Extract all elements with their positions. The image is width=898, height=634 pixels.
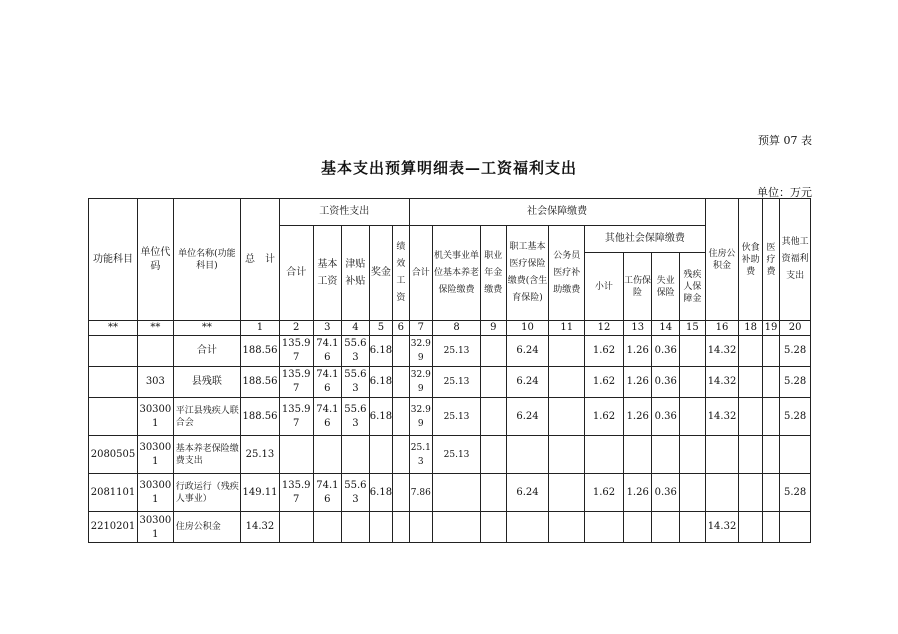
table-cell: 14.32 (705, 367, 739, 398)
table-row (89, 436, 811, 474)
table-cell: 25.13 (409, 436, 432, 474)
table-cell (481, 367, 507, 398)
table-cell: 55.63 (342, 474, 370, 512)
table-cell: 6.24 (506, 367, 549, 398)
header-other-subtotal: 小计 (585, 253, 624, 320)
budget-table (88, 198, 811, 543)
table-cell (739, 398, 762, 436)
table-row (89, 474, 811, 512)
table-cell: 0.36 (652, 367, 680, 398)
header-injury: 工伤保险 (624, 253, 653, 320)
header-wage-group: 工资性支出 (279, 199, 409, 226)
table-cell: 25.13 (433, 336, 481, 367)
header-other-social-group: 其他社会保障缴费 (585, 226, 705, 253)
table-cell (369, 436, 392, 474)
table-cell: 188.56 (241, 398, 280, 436)
table-cell: 5.28 (780, 474, 811, 512)
table-cell: 303001 (138, 512, 174, 543)
page-title: 基本支出预算明细表—工资福利支出 (320, 159, 577, 177)
table-cell (549, 474, 585, 512)
table-cell (433, 474, 481, 512)
table-cell: 1.62 (585, 336, 624, 367)
index-cell: 16 (705, 321, 739, 336)
index-cell: 7 (409, 321, 432, 336)
table-cell: 0.36 (652, 474, 680, 512)
table-cell (279, 436, 313, 474)
table-cell: 1.26 (623, 336, 652, 367)
table-cell (393, 436, 409, 474)
table-cell (739, 436, 762, 474)
table-cell: 0.36 (652, 336, 680, 367)
table-cell: 32.99 (409, 398, 432, 436)
table-cell (780, 512, 811, 543)
table-cell (680, 512, 706, 543)
table-cell (481, 336, 507, 367)
table-cell (739, 336, 762, 367)
index-cell: 18 (739, 321, 762, 336)
table-cell: 25.13 (433, 398, 481, 436)
table-cell (780, 436, 811, 474)
table-cell: 6.24 (506, 398, 549, 436)
table-cell: 行政运行（残疾人事业） (173, 474, 240, 512)
table-cell: 135.97 (279, 336, 313, 367)
table-cell (623, 512, 652, 543)
table-cell (739, 512, 762, 543)
table-cell (762, 336, 779, 367)
table-cell (762, 367, 779, 398)
table-cell: 32.99 (409, 336, 432, 367)
table-cell (585, 436, 624, 474)
table-cell: 135.97 (279, 474, 313, 512)
table-cell (623, 436, 652, 474)
table-cell: 303 (138, 367, 174, 398)
table-cell: 1.62 (585, 367, 624, 398)
header-wage-total: 合计 (279, 226, 313, 321)
table-cell: 14.32 (705, 398, 739, 436)
header-total: 总 计 (241, 199, 280, 321)
header-med-fee: 医疗费 (762, 199, 779, 321)
table-cell (762, 474, 779, 512)
table-cell (393, 398, 409, 436)
table-cell: 6.24 (506, 474, 549, 512)
table-cell: 1.26 (623, 474, 652, 512)
table-cell: 2081101 (89, 474, 138, 512)
unit-label: 单位：万元 (757, 186, 812, 199)
index-cell: ** (89, 321, 138, 336)
table-cell (585, 512, 624, 543)
table-row (89, 398, 811, 436)
table-cell: 149.11 (241, 474, 280, 512)
table-cell: 55.63 (342, 336, 370, 367)
table-cell (680, 367, 706, 398)
table-cell: 74.16 (313, 336, 342, 367)
form-number: 预算 07 表 (758, 134, 812, 147)
table-cell (549, 336, 585, 367)
table-cell (762, 398, 779, 436)
table-row (89, 367, 811, 398)
table-cell (89, 367, 138, 398)
index-row (89, 321, 811, 336)
index-cell: 4 (342, 321, 370, 336)
table-cell: 14.32 (705, 336, 739, 367)
table-cell: 1.62 (585, 474, 624, 512)
header-social-group: 社会保障缴费 (409, 199, 705, 226)
table-cell: 7.86 (409, 474, 432, 512)
table-cell (313, 436, 342, 474)
header-bonus: 奖金 (369, 226, 392, 321)
table-cell (739, 367, 762, 398)
table-cell: 32.99 (409, 367, 432, 398)
table-cell (342, 512, 370, 543)
header-unit-name: 单位名称(功能科目) (173, 199, 240, 321)
table-cell (506, 436, 549, 474)
table-cell (138, 336, 174, 367)
table-cell (680, 474, 706, 512)
table-cell (481, 398, 507, 436)
table-cell: 14.32 (241, 512, 280, 543)
header-disabled: 残疾人保障金 (683, 269, 702, 304)
table-cell (313, 512, 342, 543)
table-cell: 6.18 (369, 336, 392, 367)
table-cell (705, 474, 739, 512)
table-cell (549, 436, 585, 474)
table-cell: 平江县残疾人联合会 (173, 398, 240, 436)
table-cell: 55.63 (342, 398, 370, 436)
index-cell: 3 (313, 321, 342, 336)
table-cell: 303001 (138, 474, 174, 512)
index-cell: ** (173, 321, 240, 336)
table-cell (89, 398, 138, 436)
table-cell (342, 436, 370, 474)
table-cell (549, 398, 585, 436)
header-other-social (585, 226, 706, 321)
table-cell: 住房公积金 (173, 512, 240, 543)
index-cell: 1 (241, 321, 280, 336)
table-cell: 188.56 (241, 336, 280, 367)
table-cell (89, 336, 138, 367)
table-cell: 74.16 (313, 474, 342, 512)
header-housing-fund: 住房公积金 (705, 199, 739, 321)
table-cell (739, 474, 762, 512)
header-annuity: 职业年金缴费 (481, 226, 507, 321)
index-cell: 6 (393, 321, 409, 336)
table-cell: 55.63 (342, 367, 370, 398)
table-cell (393, 474, 409, 512)
index-cell: 19 (762, 321, 779, 336)
table-cell: 14.32 (705, 512, 739, 543)
index-cell: 20 (780, 321, 811, 336)
table-cell: 1.26 (623, 398, 652, 436)
table-cell: 1.26 (623, 367, 652, 398)
index-cell: 12 (585, 321, 624, 336)
table-cell (506, 512, 549, 543)
table-cell: 合计 (173, 336, 240, 367)
table-cell (481, 512, 507, 543)
index-cell: 10 (506, 321, 549, 336)
table-cell: 74.16 (313, 398, 342, 436)
table-row (89, 512, 811, 543)
header-allowance: 津贴补贴 (342, 226, 370, 321)
table-cell: 135.97 (279, 398, 313, 436)
table-cell (393, 512, 409, 543)
index-cell: 14 (652, 321, 680, 336)
index-cell: 2 (279, 321, 313, 336)
header-other-welfare: 其他工资福利支出 (780, 199, 811, 321)
header-basic-wage: 基本工资 (313, 226, 342, 321)
index-cell: 11 (549, 321, 585, 336)
table-cell: 5.28 (780, 336, 811, 367)
table-cell: 基本养老保险缴费支出 (173, 436, 240, 474)
header-unemployment: 失业保险 (652, 253, 680, 320)
table-cell: 2080505 (89, 436, 138, 474)
table-cell (652, 436, 680, 474)
index-cell: 13 (623, 321, 652, 336)
header-medical: 职工基本医疗保险缴费(含生育保险) (506, 226, 549, 321)
table-cell (762, 436, 779, 474)
table-cell: 303001 (138, 398, 174, 436)
table-cell: 县残联 (173, 367, 240, 398)
table-cell (549, 367, 585, 398)
table-cell: 188.56 (241, 367, 280, 398)
table-cell (433, 512, 481, 543)
table-cell (549, 512, 585, 543)
index-cell: 15 (680, 321, 706, 336)
index-cell: 5 (369, 321, 392, 336)
table-cell: 6.24 (506, 336, 549, 367)
header-perf-wage: 绩效工资 (393, 226, 409, 321)
table-cell (279, 512, 313, 543)
table-cell (393, 336, 409, 367)
table-cell: 25.13 (433, 436, 481, 474)
header-func-code: 功能科目 (89, 199, 138, 321)
table-cell (680, 398, 706, 436)
index-cell: 9 (481, 321, 507, 336)
table-cell (481, 436, 507, 474)
table-cell (369, 512, 392, 543)
table-cell: 5.28 (780, 367, 811, 398)
table-cell (393, 367, 409, 398)
header-unit-code: 单位代码 (138, 199, 174, 321)
header-social-total: 合计 (409, 226, 432, 321)
table-cell (680, 336, 706, 367)
table-cell: 303001 (138, 436, 174, 474)
header-meal: 伙食补助费 (739, 199, 762, 321)
table-cell: 2210201 (89, 512, 138, 543)
table-cell (762, 512, 779, 543)
index-cell: ** (138, 321, 174, 336)
table-cell (409, 512, 432, 543)
table-cell: 6.18 (369, 398, 392, 436)
table-cell: 135.97 (279, 367, 313, 398)
table-row (89, 336, 811, 367)
table-cell (705, 436, 739, 474)
table-cell: 1.62 (585, 398, 624, 436)
index-cell: 8 (433, 321, 481, 336)
table-cell (481, 474, 507, 512)
table-cell: 25.13 (433, 367, 481, 398)
table-cell (652, 512, 680, 543)
table-cell: 0.36 (652, 398, 680, 436)
header-civil-medical: 公务员医疗补助缴费 (549, 226, 585, 321)
table-cell: 25.13 (241, 436, 280, 474)
header-row-1 (89, 199, 811, 226)
header-pension: 机关事业单位基本养老保险缴费 (433, 226, 481, 321)
table-cell: 6.18 (369, 367, 392, 398)
table-cell: 5.28 (780, 398, 811, 436)
table-cell: 74.16 (313, 367, 342, 398)
table-cell: 6.18 (369, 474, 392, 512)
table-cell (680, 436, 706, 474)
table-body (89, 336, 811, 543)
